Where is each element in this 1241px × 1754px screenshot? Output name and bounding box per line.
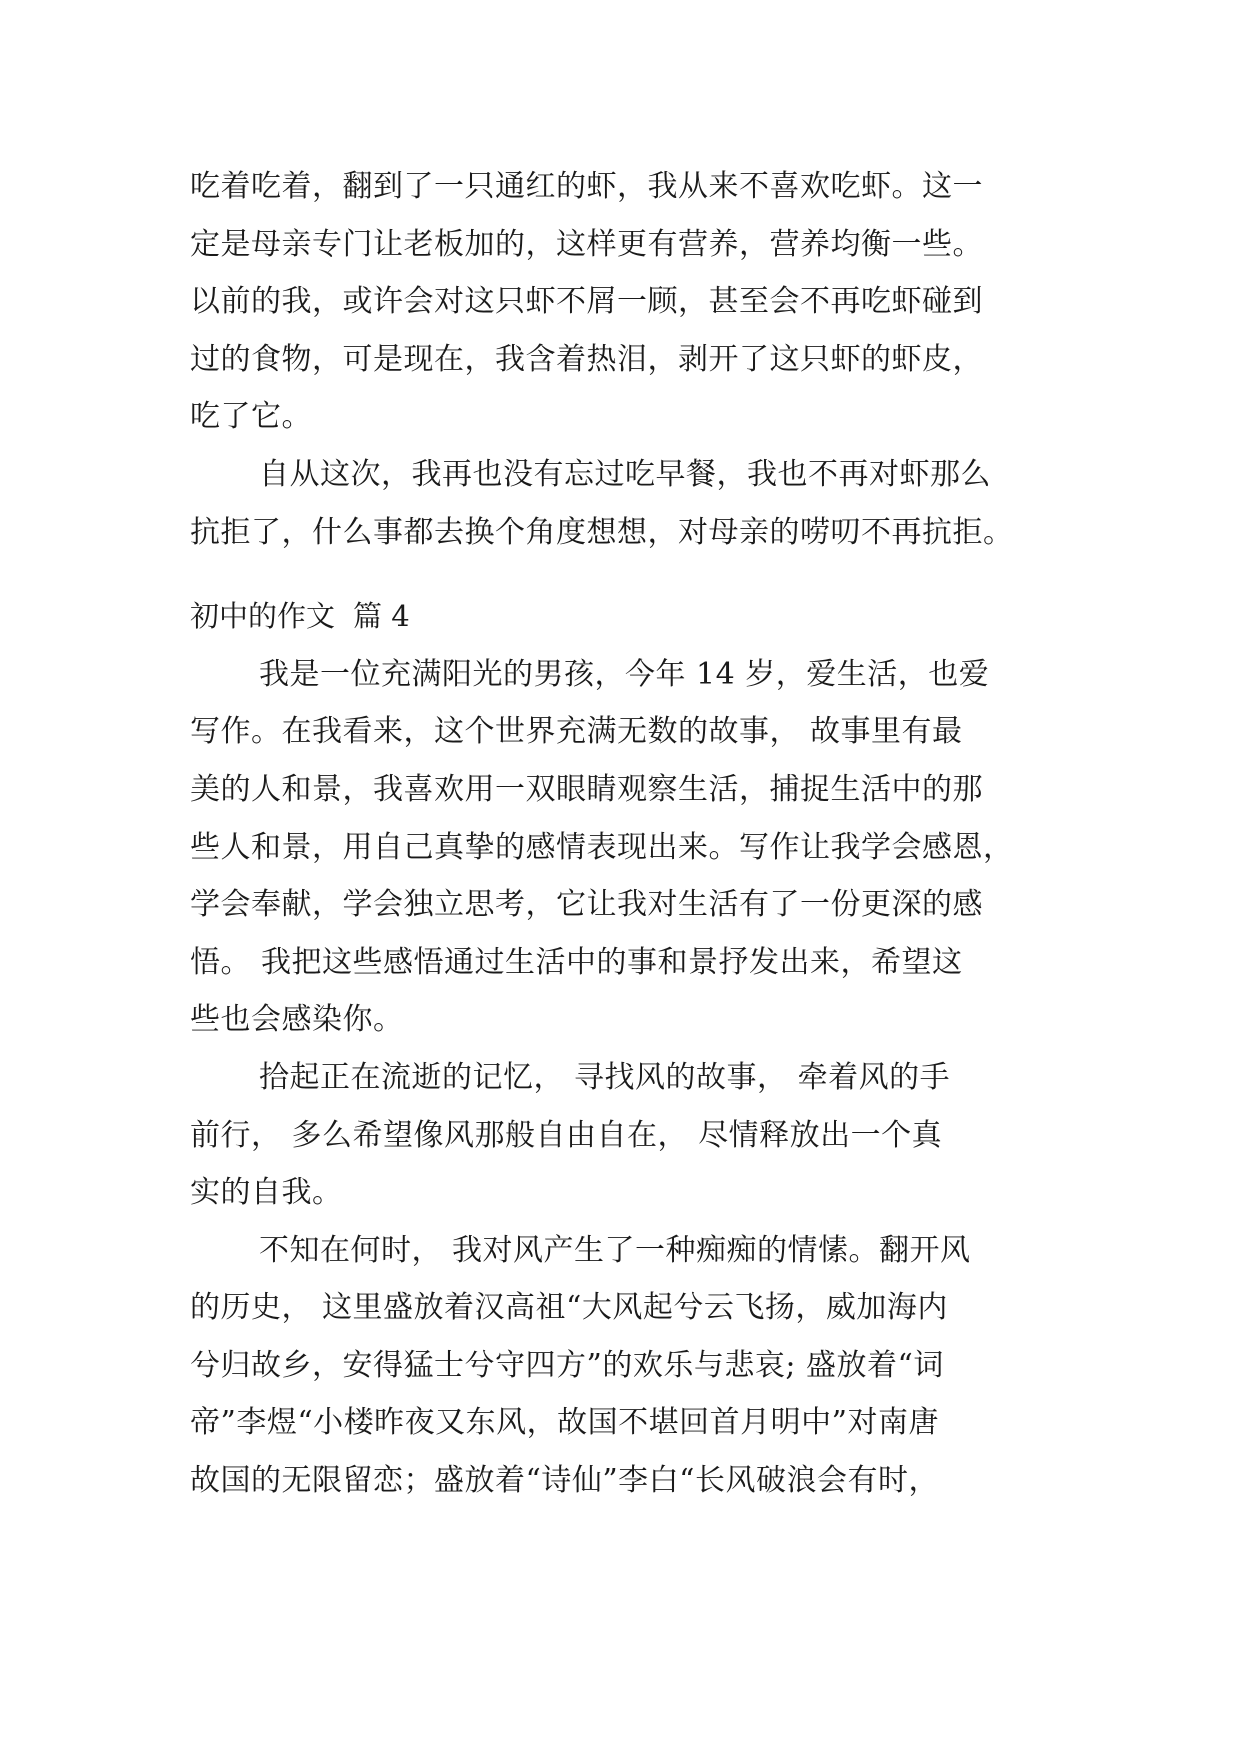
text-line: 吃着吃着，翻到了一只通红的虾，我从来不喜欢吃虾。这一: [190, 169, 983, 204]
text-line: 前行， 多么希望像风那般自由自在， 尽情释放出一个真: [190, 1117, 943, 1153]
text-line: 我是一位充满阳光的男孩，今年 14 岁，爱生活，也爱: [259, 656, 990, 692]
text-line: 拾起正在流逝的记忆， 寻找风的故事， 牵着风的手: [259, 1059, 951, 1095]
text-line: 悟。 我把这些感悟通过生活中的事和景抒发出来，希望这: [190, 944, 963, 980]
text-line: 兮归故乡，安得猛士兮守四方”的欢乐与悲哀; 盛放着“词: [190, 1347, 944, 1383]
text-line: 故国的无限留恋；盛放着“诗仙”李白“长风破浪会有时，: [190, 1463, 940, 1499]
text-line: 定是母亲专门让老板加的，这样更有营养，营养均衡一些。: [190, 226, 983, 262]
document-body: [190, 158, 1050, 1510]
section-number: 篇 4: [353, 599, 410, 634]
section-heading: [190, 588, 1050, 646]
text-line: 以前的我，或许会对这只虾不屑一顾，甚至会不再吃虾碰到: [190, 284, 983, 320]
text-line: 些人和景，用自己真挚的感情表现出来。写作让我学会感恩，: [190, 829, 1014, 865]
text-line: 些也会感染你。: [190, 1002, 404, 1038]
paragraph: [190, 158, 1050, 446]
text-line: 过的食物，可是现在，我含着热泪，剥开了这只虾的虾皮，: [190, 341, 983, 377]
section-title: 初中的作文: [190, 599, 336, 634]
text-line: 美的人和景，我喜欢用一双眼睛观察生活，捕捉生活中的那: [190, 771, 983, 807]
text-line: 吃了它。: [190, 399, 312, 435]
text-line: 帝”李煜“小楼昨夜又东风，故国不堪回首月明中”对南唐: [190, 1405, 940, 1441]
section-gap: [190, 561, 1050, 588]
paragraph: [190, 1222, 1050, 1510]
text-line: 实的自我。: [190, 1175, 343, 1211]
text-line: 自从这次，我再也没有忘过吃早餐，我也不再对虾那么: [259, 456, 991, 492]
paragraph: [190, 1049, 1050, 1222]
text-line: 学会奉献，学会独立思考，它让我对生活有了一份更深的感: [190, 887, 983, 923]
text-line: 写作。在我看来，这个世界充满无数的故事， 故事里有最: [190, 714, 963, 750]
paragraph: [190, 646, 1050, 1049]
text-line: 的历史， 这里盛放着汉高祖“大风起兮云飞扬，威加海内: [190, 1290, 948, 1326]
text-line: 不知在何时， 我对风产生了一种痴痴的情愫。翻开风: [259, 1232, 971, 1268]
paragraph: [190, 446, 1050, 561]
text-line: 抗拒了，什么事都去换个角度想想，对母亲的唠叨不再抗拒。: [190, 514, 1014, 550]
